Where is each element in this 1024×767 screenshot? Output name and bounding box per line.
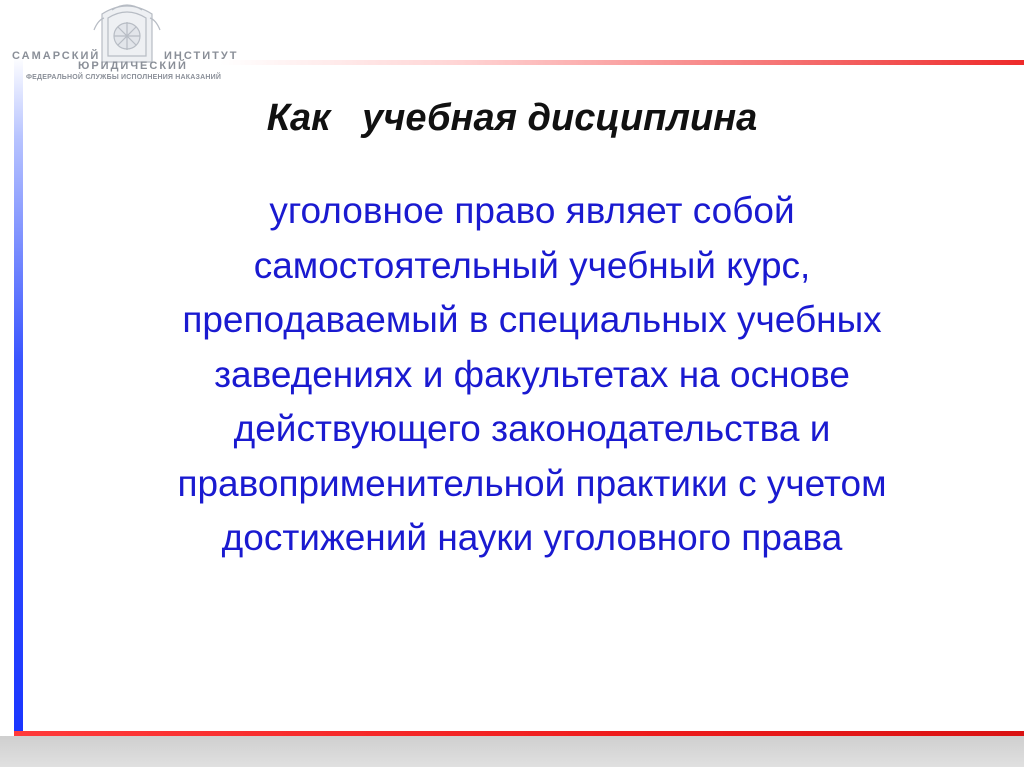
body-line-7: достижений науки уголовного права bbox=[221, 517, 843, 558]
body-line-4: заведениях и факультетах на основе bbox=[214, 353, 850, 395]
slide-heading: Как учебная дисциплина bbox=[266, 97, 758, 139]
body-line-6: правоприменительной практики с учетом bbox=[177, 462, 887, 504]
left-accent-bar bbox=[14, 56, 23, 732]
logo-word-samarsky: САМАРСКИЙ bbox=[12, 50, 101, 62]
slide-body-text bbox=[40, 184, 1024, 566]
bottom-band bbox=[0, 736, 1024, 767]
body-line-2: самостоятельный учебный курс, bbox=[253, 244, 811, 286]
body-line-1: уголовное право являет собой bbox=[269, 190, 795, 231]
logo-word-institut: ИНСТИТУТ bbox=[164, 50, 239, 62]
logo-word-yuridichesky: ЮРИДИЧЕСКИЙ bbox=[78, 60, 188, 72]
body-line-5: действующего законодательства и bbox=[233, 408, 831, 449]
body-line-3: преподаваемый в специальных учебных bbox=[182, 299, 882, 340]
top-accent-line bbox=[220, 60, 1024, 65]
logo-subtitle: ФЕДЕРАЛЬНОЙ СЛУЖБЫ ИСПОЛНЕНИЯ НАКАЗАНИЙ bbox=[26, 74, 222, 81]
institute-logo bbox=[8, 0, 238, 90]
